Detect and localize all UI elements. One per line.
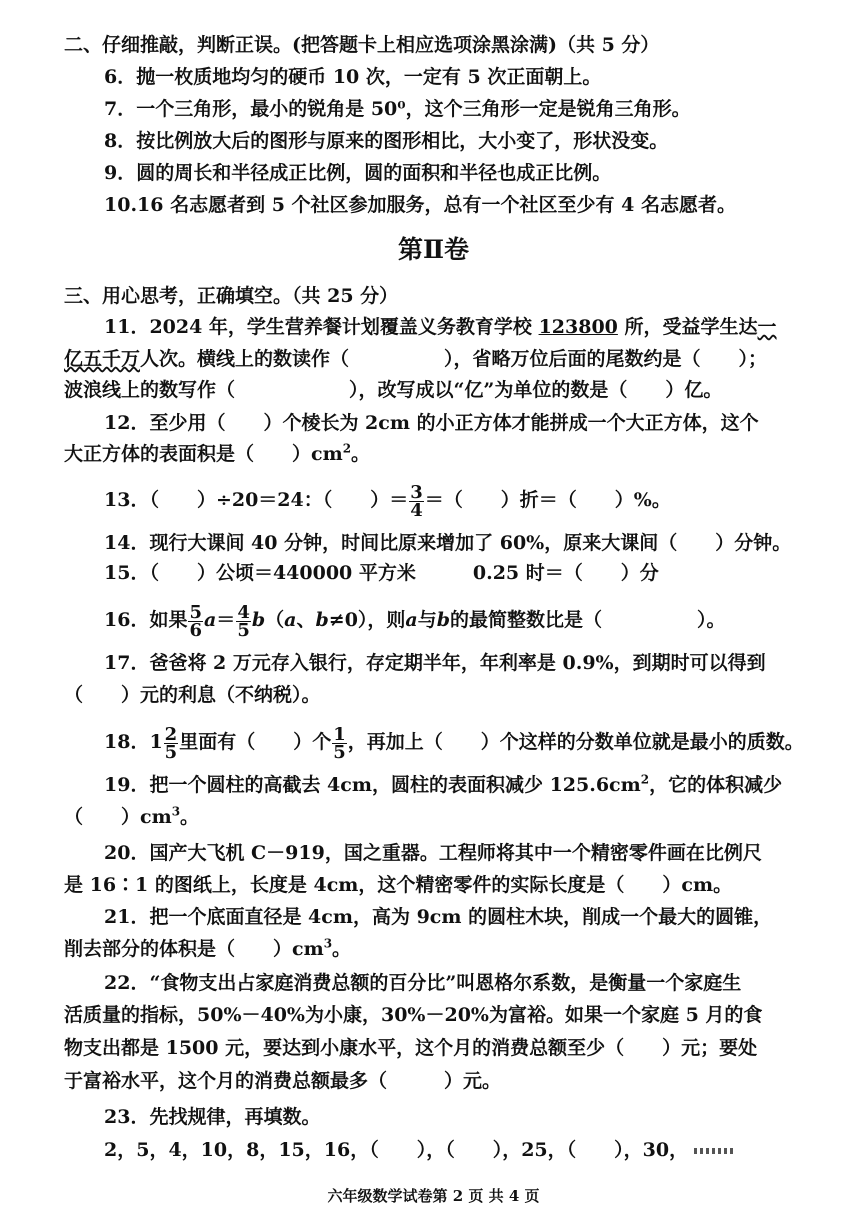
q11-wavy-number-part1: 一 [757, 316, 777, 338]
q18-text-mid: 里面有（ ）个 [179, 731, 332, 753]
question-20-line2: 是 16∶1 的图纸上，长度是 4cm，这个精密零件的实际长度是（ ）cm。 [64, 874, 733, 896]
question-17-line1: 17．爸爸将 2 万元存入银行，存定期半年，年利率是 0.9%，到期时可以得到 [104, 652, 766, 674]
q16-fraction-2-denominator: 5 [237, 619, 250, 641]
question-23-line2 [104, 1137, 736, 1163]
q12-end: 。 [351, 443, 371, 465]
q11-underlined-number: 123800 [538, 316, 618, 338]
page-footer: 六年级数学试卷第 2 页 共 4 页 [327, 1187, 540, 1205]
q16-variable-b: b [251, 609, 266, 631]
q18-text-post: ，再加上（ ）个这样的分数单位就是最小的质数。 [347, 731, 804, 753]
question-22-line2: 活质量的指标，50%－40%为小康，30%－20%为富裕。如果一个家庭 5 月的食 [64, 1004, 763, 1026]
question-18 [104, 722, 804, 762]
q13-text: 13．（ ）÷20＝24：（ ）＝ [104, 489, 409, 511]
q16-cond-close: ≠0），则 [328, 609, 406, 631]
question-12-line1: 12．至少用（ ）个棱长为 2cm 的小正方体才能拼成一个大正方体，这个 [104, 412, 759, 434]
q19-superscript-2: 3 [171, 804, 181, 819]
q13-fraction-denominator: 4 [410, 499, 423, 521]
question-22-line3: 物支出都是 1500 元，要达到小康水平，这个月的消费总额至少（ ）元；要处 [64, 1037, 758, 1059]
q19-text-post: ，它的体积减少 [649, 774, 783, 796]
q16-fraction-2 [236, 601, 251, 641]
question-19-line2 [64, 804, 199, 830]
q19-end: 。 [180, 806, 200, 828]
q11-wavy-number-part2: 亿五千万 [64, 348, 141, 370]
q18-unit-fraction [332, 723, 347, 763]
q18-fraction-2-numerator: 1 [333, 723, 346, 745]
question-20-line1: 20．国产大飞机 C－919，国之重器。工程师将其中一个精密零件画在比例尺 [104, 842, 762, 864]
q18-fraction-1-numerator: 2 [164, 723, 178, 745]
q16-fraction-1-numerator: 5 [189, 601, 202, 623]
question-11-line3: 波浪线上的数写作（ ），改写成以“亿”为单位的数是（ ）亿。 [64, 379, 723, 401]
question-16 [104, 600, 726, 640]
q13-text-post: ＝（ ）折＝（ ）%。 [424, 489, 671, 511]
q16-variable-a: a [203, 609, 217, 631]
question-21-line1: 21．把一个底面直径是 4cm，高为 9cm 的圆柱木块，削成一个最大的圆锥， [104, 906, 773, 928]
q16-cond-open: （ [265, 609, 285, 631]
q19-superscript-1: 2 [640, 772, 650, 787]
q21-end: 。 [332, 938, 352, 960]
question-22-line1: 22．“食物支出占家庭消费总额的百分比”叫恩格尔系数，是衡量一个家庭生 [104, 972, 742, 994]
question-19-line1 [104, 772, 782, 798]
ellipsis-mark [694, 1148, 736, 1154]
question-23-line1: 23．先找规律，再填数。 [104, 1106, 321, 1128]
q16-text: 16．如果 [104, 609, 188, 631]
q12-superscript: 2 [342, 441, 352, 456]
question-13 [104, 482, 671, 519]
q16-cond-sep: 、 [296, 609, 316, 631]
q16-equals: ＝ [216, 609, 236, 631]
q16-fraction-1-denominator: 6 [189, 619, 202, 641]
question-14: 14．现行大课间 40 分钟，时间比原来增加了 60%，原来大课间（ ）分钟。 [104, 532, 792, 554]
question-6: 6．抛一枚质地均匀的硬币 10 次，一定有 5 次正面朝上。 [104, 66, 602, 88]
q18-text: 18．1 [104, 731, 163, 753]
question-9: 9．圆的周长和半径成正比例，圆的面积和半径也成正比例。 [104, 162, 612, 184]
question-7: 7．一个三角形，最小的锐角是 50⁰，这个三角形一定是锐角三角形。 [104, 98, 691, 120]
q16-fraction-2-numerator: 4 [237, 601, 250, 623]
q16-and: 与 [417, 609, 437, 631]
section3-heading: 三、用心思考，正确填空。（共 25 分） [64, 285, 399, 307]
part2-title: 第Ⅱ卷 [397, 235, 470, 264]
question-17-line2: （ ）元的利息（不纳税）。 [64, 684, 321, 706]
q18-mixed-fraction [164, 723, 179, 763]
question-8: 8．按比例放大后的图形与原来的图形相比，大小变了，形状没变。 [104, 130, 669, 152]
q13-fraction-numerator: 3 [410, 481, 423, 503]
question-21-line2 [64, 936, 351, 962]
q19-text-2: （ ）cm [64, 806, 172, 828]
q16-cond-a: a [284, 609, 297, 631]
section2-heading: 二、仔细推敲，判断正误。(把答题卡上相应选项涂黑涂满)（共 5 分） [64, 34, 660, 56]
q18-fraction-2-denominator: 5 [333, 741, 346, 763]
q23-sequence: 2，5，4，10，8，15，16，（ ），（ ），25，（ ），30， [104, 1139, 689, 1161]
q13-fraction [409, 481, 424, 521]
q16-ref-a: a [405, 609, 418, 631]
q16-ref-b: b [436, 609, 451, 631]
q21-superscript: 3 [323, 936, 333, 951]
q11-text-rest: 人次。横线上的数读作（ ），省略万位后面的尾数约是（ ）； [140, 348, 768, 370]
q19-text: 19．把一个圆柱的高截去 4cm，圆柱的表面积减少 125.6cm [104, 774, 641, 796]
question-11-line1 [104, 314, 777, 340]
q16-text-post: 的最简整数比是（ ）。 [450, 609, 726, 631]
question-10: 10.16 名志愿者到 5 个社区参加服务，总有一个社区至少有 4 名志愿者。 [104, 194, 737, 216]
q16-cond-b: b [315, 609, 329, 631]
question-22-line4: 于富裕水平，这个月的消费总额最多（ ）元。 [64, 1070, 502, 1092]
q11-text-mid: 所，受益学生达 [617, 316, 758, 338]
q18-fraction-1-denominator: 5 [164, 741, 178, 763]
q11-text: 11．2024 年，学生营养餐计划覆盖义务教育学校 [104, 316, 539, 338]
q16-fraction-1 [188, 601, 203, 641]
question-12-line2 [64, 441, 370, 467]
question-11-line2 [64, 346, 767, 372]
question-15: 15．（ ）公顷＝440000 平方米 0.25 时＝（ ）分 [104, 562, 659, 584]
q21-text: 削去部分的体积是（ ）cm [64, 938, 324, 960]
q12-text: 大正方体的表面积是（ ）cm [64, 443, 343, 465]
